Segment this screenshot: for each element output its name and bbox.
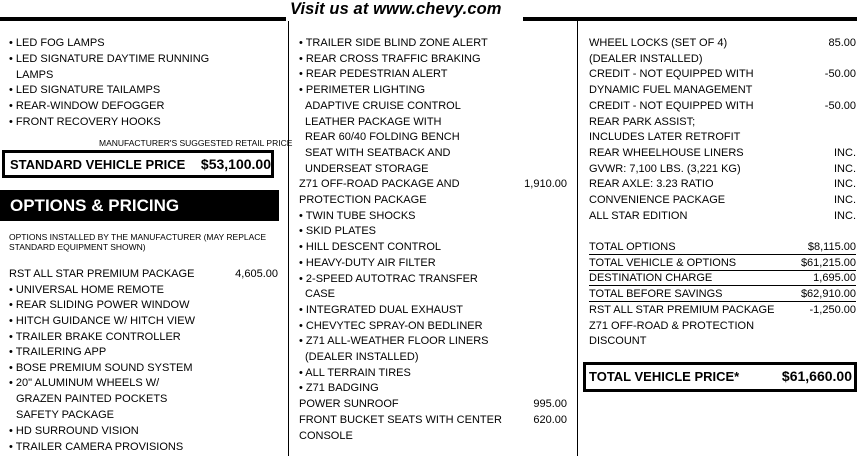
- option-line: • SKID PLATES: [299, 225, 377, 238]
- option-line: DYNAMIC FUEL MANAGEMENT: [589, 84, 753, 97]
- option-line: CREDIT - NOT EQUIPPED WITH: [589, 99, 754, 112]
- option-price: 995.00: [533, 398, 567, 411]
- option-line: CONVENIENCE PACKAGE: [589, 194, 726, 206]
- option-price: INC.: [834, 178, 856, 191]
- option-price: -50.00: [824, 99, 856, 112]
- option-price: -50.00: [824, 68, 856, 81]
- total-line: TOTAL VEHICLE & OPTIONS: [589, 256, 737, 269]
- option-line: PROTECTION PACKAGE: [299, 194, 427, 206]
- package-item: • HITCH GUIDANCE W/ HITCH VIEW: [9, 315, 195, 327]
- option-line: REAR AXLE: 3.23 RATIO: [589, 178, 714, 191]
- option-line: REAR WHEELHOUSE LINERS: [589, 146, 744, 159]
- option-line: (DEALER INSTALLED): [589, 52, 703, 65]
- package-item: • HD SURROUND VISION: [9, 425, 139, 437]
- feature-item: • REAR-WINDOW DEFOGGER: [9, 100, 165, 112]
- feature-item: • LED SIGNATURE TAILAMPS: [9, 84, 161, 96]
- option-line: • REAR PEDESTRIAN ALERT: [299, 68, 448, 81]
- feature-item: LAMPS: [16, 69, 54, 81]
- options-note: OPTIONS INSTALLED BY THE MANUFACTURER (MAY REPLACE: [9, 232, 267, 242]
- feature-item: • LED FOG LAMPS: [9, 37, 105, 49]
- package-item: • REAR SLIDING POWER WINDOW: [9, 299, 190, 311]
- package-item: • 20" ALUMINUM WHEELS W/: [9, 377, 160, 389]
- option-line: • Z71 BADGING: [299, 382, 379, 395]
- option-line: • PERIMETER LIGHTING: [299, 84, 426, 97]
- option-line: WHEEL LOCKS (SET OF 4): [589, 37, 728, 49]
- option-line: REAR 60/40 FOLDING BENCH: [305, 131, 460, 144]
- option-price: INC.: [834, 209, 856, 222]
- option-line: • HEAVY-DUTY AIR FILTER: [299, 256, 436, 269]
- standard-price-label: STANDARD VEHICLE PRICE: [10, 157, 186, 172]
- option-line: Z71 OFF-ROAD PACKAGE AND: [299, 178, 460, 191]
- option-line: INCLUDES LATER RETROFIT: [589, 131, 741, 144]
- option-price: 1,910.00: [524, 178, 567, 191]
- option-price: 620.00: [533, 413, 567, 426]
- option-line: • Z71 ALL-WEATHER FLOOR LINERS: [299, 335, 489, 348]
- package-item: • UNIVERSAL HOME REMOTE: [9, 284, 165, 296]
- header-rule-right: [523, 17, 857, 21]
- package-item: • TRAILER CAMERA PROVISIONS: [9, 441, 184, 453]
- option-price: INC.: [834, 194, 856, 206]
- option-line: • ALL TERRAIN TIRES: [299, 366, 411, 379]
- total-price: 1,695.00: [813, 272, 856, 285]
- total-price: $61,215.00: [800, 256, 856, 269]
- option-line: • HILL DESCENT CONTROL: [299, 241, 441, 254]
- option-line: UNDERSEAT STORAGE: [305, 162, 429, 175]
- total-line: RST ALL STAR PREMIUM PACKAGE: [589, 303, 775, 316]
- msrp-caption: MANUFACTURER'S SUGGESTED RETAIL PRICE: [99, 138, 293, 148]
- option-line: ADAPTIVE CRUISE CONTROL: [305, 99, 461, 112]
- total-price: -1,250.00: [809, 303, 856, 316]
- total-line: DISCOUNT: [589, 335, 647, 348]
- option-price: INC.: [834, 146, 856, 159]
- option-line: • TRAILER SIDE BLIND ZONE ALERT: [299, 37, 488, 49]
- package-item: GRAZEN PAINTED POCKETS: [16, 393, 168, 405]
- option-line: SEAT WITH SEATBACK AND: [305, 146, 451, 159]
- option-price: INC.: [834, 162, 856, 175]
- package-item: SAFETY PACKAGE: [16, 409, 115, 421]
- option-line: POWER SUNROOF: [299, 398, 399, 411]
- total-line: DESTINATION CHARGE: [589, 272, 713, 285]
- package-name: RST ALL STAR PREMIUM PACKAGE: [9, 268, 195, 280]
- package-price: 4,605.00: [235, 268, 278, 280]
- total-line: Z71 OFF-ROAD & PROTECTION: [589, 319, 755, 332]
- option-line: LEATHER PACKAGE WITH: [305, 115, 442, 128]
- package-item: • TRAILERING APP: [9, 346, 107, 358]
- option-line: • CHEVYTEC SPRAY-ON BEDLINER: [299, 319, 483, 332]
- total-line: TOTAL OPTIONS: [589, 241, 676, 253]
- option-line: • REAR CROSS TRAFFIC BRAKING: [299, 52, 481, 65]
- total-line: TOTAL BEFORE SAVINGS: [589, 288, 723, 301]
- total-price: $62,910.00: [800, 288, 856, 301]
- total-price-value: $61,660.00: [781, 368, 852, 384]
- standard-price-value: $53,100.00: [200, 156, 271, 172]
- option-line: CONSOLE: [299, 429, 353, 442]
- option-line: FRONT BUCKET SEATS WITH CENTER: [299, 413, 502, 426]
- option-line: CASE: [305, 288, 335, 301]
- feature-item: • FRONT RECOVERY HOOKS: [9, 116, 161, 128]
- header-rule-left: [0, 17, 286, 21]
- feature-item: • LED SIGNATURE DAYTIME RUNNING: [9, 53, 210, 65]
- option-line: • INTEGRATED DUAL EXHAUST: [299, 303, 463, 316]
- options-note: STANDARD EQUIPMENT SHOWN): [9, 242, 146, 252]
- option-line: ALL STAR EDITION: [589, 209, 688, 222]
- option-price: 85.00: [828, 37, 856, 49]
- option-line: GVWR: 7,100 LBS. (3,221 KG): [589, 162, 741, 175]
- option-line: CREDIT - NOT EQUIPPED WITH: [589, 68, 754, 81]
- option-line: (DEALER INSTALLED): [305, 351, 419, 363]
- package-item: • TRAILER BRAKE CONTROLLER: [9, 331, 181, 343]
- options-pricing-title: OPTIONS & PRICING: [0, 190, 279, 221]
- option-line: REAR PARK ASSIST;: [589, 115, 696, 128]
- website-header: Visit us at www.chevy.com: [290, 0, 502, 18]
- option-line: • TWIN TUBE SHOCKS: [299, 209, 416, 222]
- column-divider-1: [288, 21, 289, 456]
- option-line: • 2-SPEED AUTOTRAC TRANSFER: [299, 272, 478, 285]
- column-divider-2: [577, 21, 578, 456]
- package-item: • BOSE PREMIUM SOUND SYSTEM: [9, 362, 193, 374]
- total-price: $8,115.00: [807, 241, 856, 253]
- total-price-label: TOTAL VEHICLE PRICE*: [589, 369, 740, 384]
